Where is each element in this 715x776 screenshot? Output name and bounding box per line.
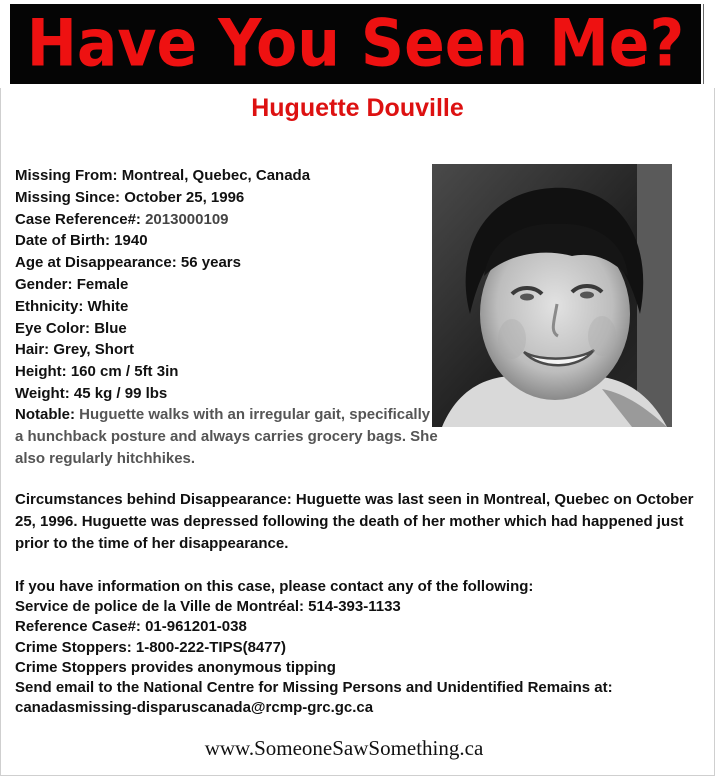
detail-eye-color — [15, 318, 435, 340]
notable-paragraph — [15, 404, 440, 469]
missing-person-photo — [432, 164, 672, 427]
detail-value: 160 cm / 5ft 3in — [70, 363, 179, 381]
detail-value: 45 kg / 99 lbs — [73, 384, 168, 402]
details-list — [15, 165, 435, 405]
detail-value: White — [87, 297, 129, 315]
detail-hair — [15, 339, 435, 361]
detail-weight — [15, 383, 435, 405]
contact-email-address: canadasmissing-disparuscanada@rcmp-grc.gc.ca — [15, 699, 374, 717]
portrait-image — [432, 164, 672, 427]
detail-label: Missing Since: — [15, 188, 121, 206]
contact-email-intro: Send email to the National Centre for Missing Persons and Unidentified Remains at: — [15, 679, 613, 697]
banner-edge-line — [703, 4, 704, 84]
detail-value: 56 years — [180, 254, 241, 272]
detail-value: Grey, Short — [53, 341, 134, 359]
detail-label: Eye Color: — [15, 319, 91, 337]
banner-title: Have You Seen Me? — [26, 6, 685, 82]
notable-text: Huguette walks with an irregular gait, specifically a hunchback posture and always carries grocery bags. She also regularly hitchhikes. — [15, 406, 438, 467]
detail-label: Ethnicity: — [15, 297, 84, 315]
detail-value: Blue — [94, 319, 127, 337]
detail-label: Height: — [15, 363, 67, 381]
detail-value: 2013000109 — [145, 210, 229, 228]
detail-gender — [15, 274, 435, 296]
contact-list — [15, 577, 705, 718]
detail-label: Weight: — [15, 384, 70, 402]
detail-label: Hair: — [15, 341, 50, 359]
detail-missing-from — [15, 165, 435, 187]
contact-anonymous-note: Crime Stoppers provides anonymous tipping — [15, 658, 336, 676]
detail-date-of-birth — [15, 230, 435, 252]
detail-label: Age at Disappearance: — [15, 254, 177, 272]
circumstances-paragraph: Circumstances behind Disappearance: Huguette was last seen in Montreal, Quebec on October 25, 1996. Huguette was depressed following the death of her mother which had happened just prior to the time of her disappearance. — [15, 491, 694, 552]
detail-label: Gender: — [15, 275, 73, 293]
contact-reference-case: Reference Case#: 01-961201-038 — [15, 618, 247, 636]
detail-case-reference — [15, 209, 435, 231]
notable-label: Notable: — [15, 406, 75, 423]
website-link[interactable]: www.SomeoneSawSomething.ca — [204, 736, 484, 760]
detail-age — [15, 252, 435, 274]
detail-label: Case Reference#: — [15, 210, 141, 228]
detail-label: Missing From: — [15, 167, 118, 184]
detail-missing-since — [15, 187, 435, 209]
person-name: Huguette Douville — [251, 94, 464, 122]
detail-value: Female — [76, 275, 129, 293]
contact-police: Service de police de la Ville de Montréal: 514-393-1133 — [15, 598, 401, 616]
detail-ethnicity — [15, 296, 435, 318]
header-banner — [0, 0, 715, 88]
contact-crime-stoppers: Crime Stoppers: 1-800-222-TIPS(8477) — [15, 638, 286, 656]
detail-value: 1940 — [114, 232, 148, 250]
detail-height — [15, 361, 435, 383]
detail-value: Montreal, Quebec, Canada — [121, 167, 311, 184]
detail-value: October 25, 1996 — [124, 188, 245, 206]
detail-label: Date of Birth: — [15, 232, 110, 250]
contact-intro: If you have information on this case, please contact any of the following: — [15, 578, 534, 595]
